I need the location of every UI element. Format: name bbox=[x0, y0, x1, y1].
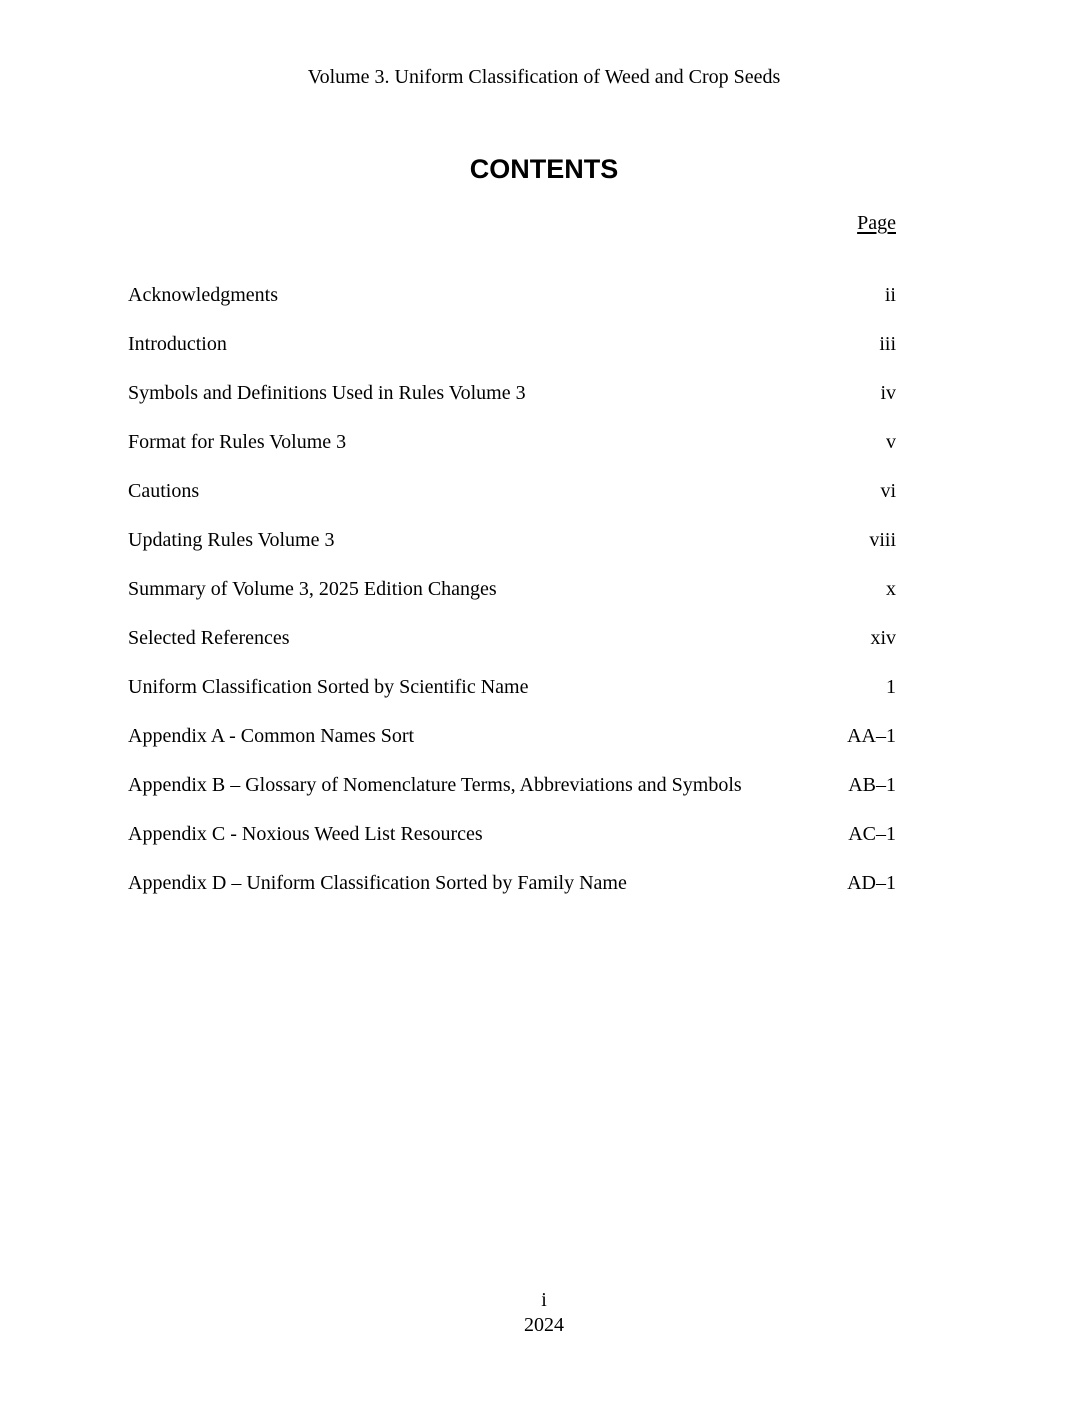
toc-entry-page: ii bbox=[884, 284, 896, 306]
toc-entry-scientific-name-sort[interactable] bbox=[128, 674, 896, 723]
toc-entry-appendix-c[interactable] bbox=[128, 821, 896, 870]
toc-entry-label: Cautions bbox=[128, 480, 200, 502]
toc-entry-appendix-a[interactable] bbox=[128, 723, 896, 772]
toc-entry-page: iv bbox=[880, 382, 896, 404]
toc-entry-summary-changes[interactable] bbox=[128, 576, 896, 625]
toc-entry-format[interactable] bbox=[128, 429, 896, 478]
toc-entry-label: Format for Rules Volume 3 bbox=[128, 431, 347, 453]
page-column-header: Page bbox=[857, 212, 896, 234]
toc-entry-label: Appendix C - Noxious Weed List Resources bbox=[128, 823, 483, 845]
toc-entry-page: viii bbox=[869, 529, 896, 551]
toc-entry-page: v bbox=[886, 431, 896, 453]
toc-entry-page: xiv bbox=[870, 627, 896, 649]
toc-entry-updating-rules[interactable] bbox=[128, 527, 896, 576]
toc-entry-page: x bbox=[886, 578, 896, 600]
toc-entry-label: Selected References bbox=[128, 627, 290, 649]
toc-entry-label: Appendix B – Glossary of Nomenclature Terms, Abbreviations and Symbols bbox=[128, 774, 742, 796]
table-of-contents bbox=[128, 282, 896, 919]
toc-entry-page: vi bbox=[880, 480, 896, 502]
toc-entry-symbols-definitions[interactable] bbox=[128, 380, 896, 429]
toc-entry-label: Uniform Classification Sorted by Scientific Name bbox=[128, 676, 529, 698]
page-footer bbox=[0, 1288, 1088, 1338]
toc-entry-label: Appendix A - Common Names Sort bbox=[128, 725, 415, 747]
footer-page-number: i bbox=[541, 1289, 547, 1311]
toc-entry-appendix-b[interactable] bbox=[128, 772, 896, 821]
toc-entry-label: Introduction bbox=[128, 333, 227, 355]
toc-entry-introduction[interactable] bbox=[128, 331, 896, 380]
toc-entry-label: Acknowledgments bbox=[128, 284, 278, 306]
toc-entry-appendix-d[interactable] bbox=[128, 870, 896, 919]
toc-entry-page: AC–1 bbox=[848, 823, 896, 845]
page-title: CONTENTS bbox=[469, 154, 619, 184]
toc-entry-page: iii bbox=[879, 333, 896, 355]
toc-entry-acknowledgments[interactable] bbox=[128, 282, 896, 331]
toc-entry-cautions[interactable] bbox=[128, 478, 896, 527]
running-header: Volume 3. Uniform Classification of Weed and Crop Seeds bbox=[307, 66, 781, 88]
toc-entry-page: AB–1 bbox=[848, 774, 896, 796]
footer-year: 2024 bbox=[524, 1314, 564, 1336]
toc-entry-page: 1 bbox=[886, 676, 896, 698]
toc-entry-label: Summary of Volume 3, 2025 Edition Changes bbox=[128, 578, 497, 600]
toc-entry-label: Updating Rules Volume 3 bbox=[128, 529, 335, 551]
toc-entry-label: Symbols and Definitions Used in Rules Volume 3 bbox=[128, 382, 526, 404]
toc-entry-page: AD–1 bbox=[847, 872, 896, 894]
toc-entry-selected-references[interactable] bbox=[128, 625, 896, 674]
toc-entry-label: Appendix D – Uniform Classification Sorted by Family Name bbox=[128, 872, 627, 894]
toc-entry-page: AA–1 bbox=[847, 725, 896, 747]
